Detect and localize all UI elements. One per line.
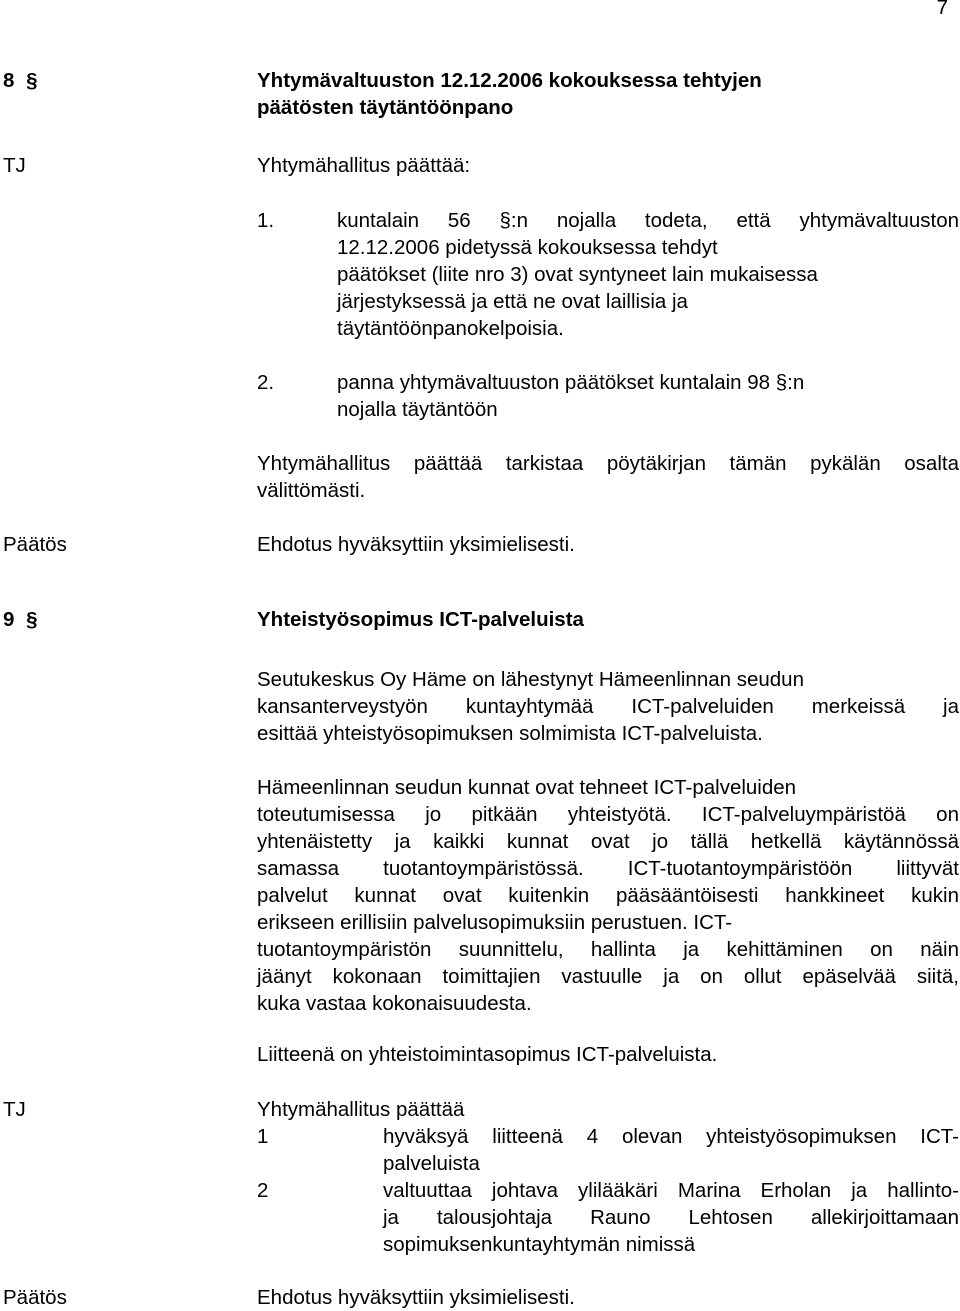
- section-9-title: Yhteistyösopimus ICT-palveluista: [257, 608, 584, 631]
- section-sign: §: [26, 608, 38, 631]
- item-line: palveluista: [383, 1152, 480, 1175]
- note-line: Yhtymähallitus päättää tarkistaa pöytäkirjan tämän pykälän osalta: [257, 452, 959, 475]
- item-line: järjestyksessä ja että ne ovat laillisia ja: [337, 290, 688, 313]
- item-line: päätökset (liite nro 3) ovat syntyneet lain mukaisessa: [337, 263, 818, 286]
- paragraph-line: yhtenäistetty ja kaikki kunnat ovat jo tällä hetkellä käytännössä: [257, 830, 959, 853]
- paragraph-line: Hämeenlinnan seudun kunnat ovat tehneet ICT-palveluiden: [257, 776, 797, 799]
- decision-text: Ehdotus hyväksyttiin yksimielisesti.: [257, 533, 575, 556]
- section-number: 9: [3, 608, 15, 631]
- item-number: 2: [257, 1179, 269, 1202]
- note-line: välittömästi.: [257, 479, 366, 502]
- paragraph-line: Seutukeskus Oy Häme on lähestynyt Hämeenlinnan seudun: [257, 668, 804, 691]
- page-number: 7: [936, 0, 948, 19]
- paragraph-line: samassa tuotantoympäristössä. ICT-tuotantoympäristöön liittyvät: [257, 857, 959, 880]
- decision-label: Päätös: [3, 533, 67, 556]
- proposer-label: TJ: [3, 1098, 26, 1121]
- paragraph-1: [257, 666, 959, 747]
- paragraph-line: erikseen erillisiin palvelusopimuksiin perustuen. ICT-: [257, 911, 733, 934]
- item-line: nojalla täytäntöön: [337, 398, 498, 421]
- item-line: sopimuksenkuntayhtymän nimissä: [383, 1233, 696, 1256]
- attachment-note: Liitteenä on yhteistoimintasopimus ICT-palveluista.: [257, 1043, 718, 1066]
- item-number: 1.: [257, 209, 275, 232]
- item-line: hyväksyä liitteenä 4 olevan yhteistyösopimuksen ICT-: [383, 1125, 959, 1148]
- item-number: 1: [257, 1125, 269, 1148]
- review-note: [257, 450, 959, 504]
- paragraph-line: tuotantoympäristön suunnittelu, hallinta ja kehittäminen on näin: [257, 938, 959, 961]
- paragraph-line: kuka vastaa kokonaisuudesta.: [257, 992, 532, 1015]
- paragraph-line: jäänyt kokonaan toimittajien vastuulle ja on ollut epäselvää siitä,: [257, 965, 959, 988]
- decision-item: [337, 369, 959, 423]
- section-sign: §: [26, 69, 38, 92]
- proposal-intro: Yhtymähallitus päättää:: [257, 154, 471, 177]
- paragraph-2: [257, 774, 959, 1017]
- decision-item: [337, 207, 959, 342]
- proposal-intro: Yhtymähallitus päättää: [257, 1098, 465, 1121]
- section-9-number: [3, 606, 38, 633]
- decision-item: [383, 1123, 959, 1177]
- section-number: 8: [3, 69, 15, 92]
- item-line: valtuuttaa johtava ylilääkäri Marina Erholan ja hallinto-: [383, 1179, 959, 1202]
- section-8-number: [3, 67, 38, 94]
- section-8-title: [257, 67, 959, 121]
- item-line: täytäntöönpanokelpoisia.: [337, 317, 564, 340]
- title-line: Yhtymävaltuuston 12.12.2006 kokouksessa tehtyjen: [257, 69, 762, 92]
- paragraph-line: palvelut kunnat ovat kuitenkin pääsääntöisesti hankkineet kukin: [257, 884, 959, 907]
- item-number: 2.: [257, 371, 275, 394]
- paragraph-line: esittää yhteistyösopimuksen solmimista ICT-palveluista.: [257, 722, 763, 745]
- item-line: 12.12.2006 pidetyssä kokouksessa tehdyt: [337, 236, 718, 259]
- item-line: kuntalain 56 §:n nojalla todeta, että yhtymävaltuuston: [337, 209, 959, 232]
- proposer-label: TJ: [3, 154, 26, 177]
- decision-text: Ehdotus hyväksyttiin yksimielisesti.: [257, 1286, 575, 1309]
- decision-item: [383, 1177, 959, 1258]
- paragraph-line: toteutumisessa jo pitkään yhteistyötä. ICT-palveluympäristöä on: [257, 803, 959, 826]
- item-line: ja talousjohtaja Rauno Lehtosen allekirjoittamaan: [383, 1206, 959, 1229]
- item-line: panna yhtymävaltuuston päätökset kuntalain 98 §:n: [337, 371, 805, 394]
- decision-label: Päätös: [3, 1286, 67, 1309]
- paragraph-line: kansanterveystyön kuntayhtymää ICT-palveluiden merkeissä ja: [257, 695, 959, 718]
- title-line: päätösten täytäntöönpano: [257, 96, 514, 119]
